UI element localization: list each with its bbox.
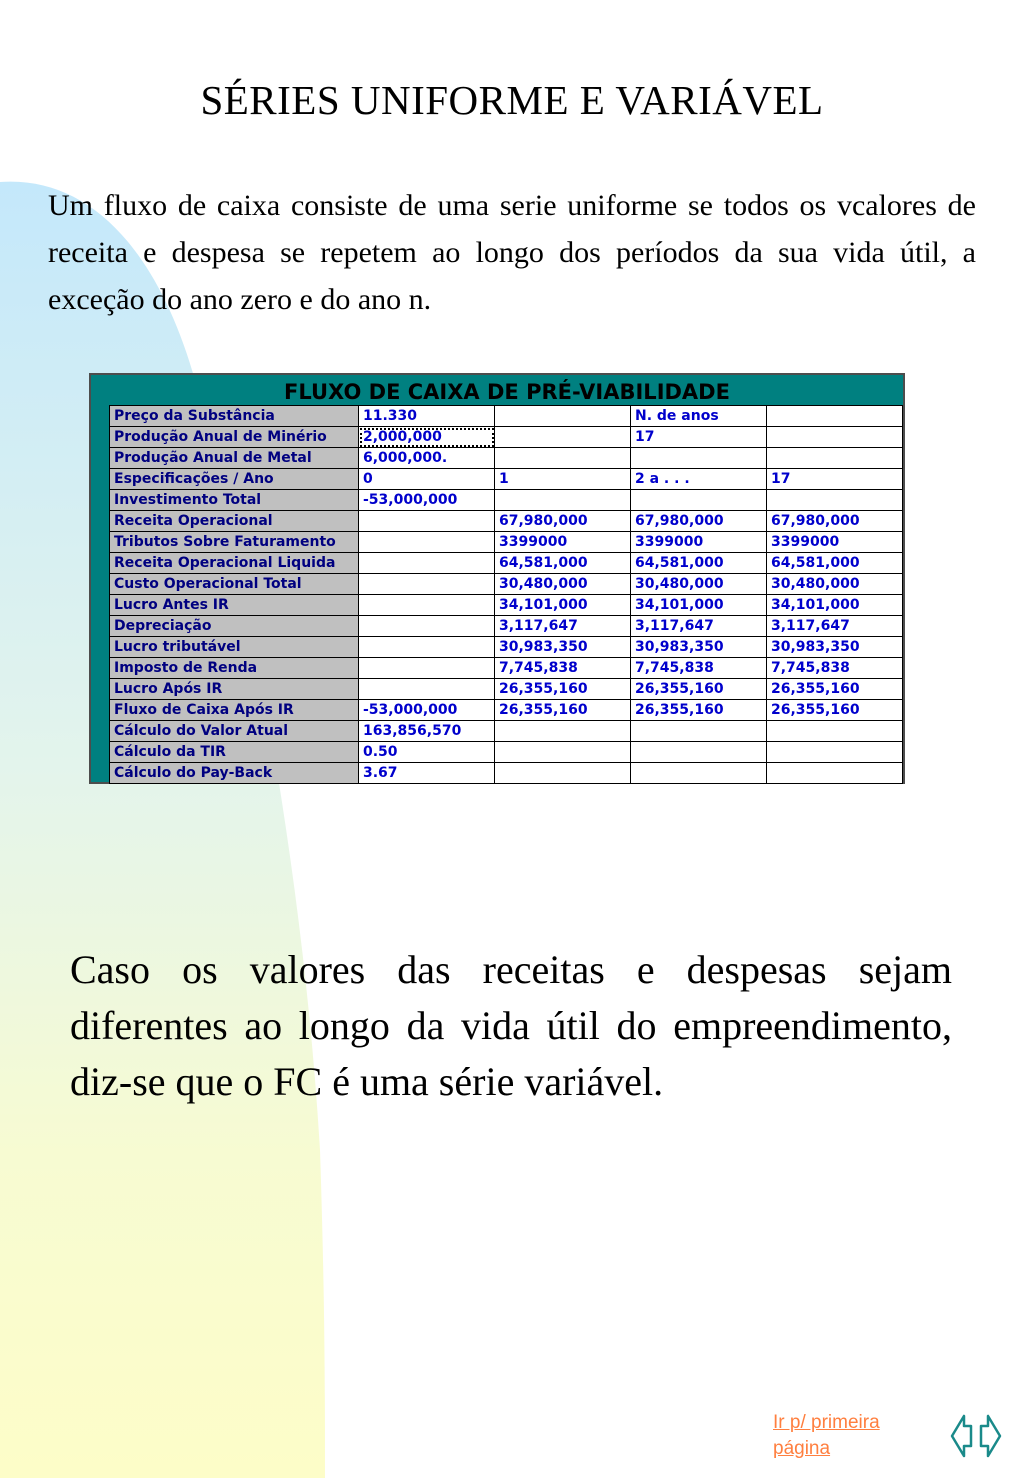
table-row [110, 721, 903, 742]
table-cell: 30,480,000 [631, 574, 767, 595]
table-cell [767, 721, 903, 742]
table-cell [631, 721, 767, 742]
row-label: Cálculo do Pay-Back [110, 763, 359, 784]
table-cell: 34,101,000 [767, 595, 903, 616]
table-cell [631, 448, 767, 469]
table-cell [495, 490, 631, 511]
table-cell: 30,983,350 [631, 637, 767, 658]
left-right-arrows-icon[interactable] [948, 1408, 1004, 1464]
table-row [110, 595, 903, 616]
row-label: Cálculo da TIR [110, 742, 359, 763]
intro-paragraph: Um fluxo de caixa consiste de uma serie uniforme se todos os vcalores de receita e despesa se repetem ao longo dos períodos da sua vida útil, a exceção do ano zero e do ano n. [48, 189, 976, 316]
table-cell: 7,745,838 [631, 658, 767, 679]
row-label: Especificações / Ano [110, 469, 359, 490]
table-cell [359, 511, 495, 532]
table-cell: 163,856,570 [359, 721, 495, 742]
table-cell: 30,480,000 [495, 574, 631, 595]
table-cell: 3,117,647 [767, 616, 903, 637]
table-row [110, 637, 903, 658]
table-row [110, 469, 903, 490]
row-label: Fluxo de Caixa Após IR [110, 700, 359, 721]
table-cell [495, 448, 631, 469]
table-cell [767, 448, 903, 469]
table-row [110, 448, 903, 469]
table-cell: 67,980,000 [767, 511, 903, 532]
table-cell: 3399000 [495, 532, 631, 553]
table-cell [767, 763, 903, 784]
table-cell: 30,983,350 [495, 637, 631, 658]
table-cell: 2,000,000 [359, 427, 495, 448]
row-label: Preço da Substância [110, 406, 359, 427]
table-cell [359, 616, 495, 637]
row-label: Cálculo do Valor Atual [110, 721, 359, 742]
page-title: SÉRIES UNIFORME E VARIÁVEL [200, 77, 824, 123]
table-cell [495, 427, 631, 448]
row-label: Depreciação [110, 616, 359, 637]
table-cell: 30,480,000 [767, 574, 903, 595]
table-row [110, 679, 903, 700]
table-row [110, 574, 903, 595]
table-cell: 3399000 [767, 532, 903, 553]
table-cell: 67,980,000 [495, 511, 631, 532]
table-cell: 64,581,000 [767, 553, 903, 574]
first-page-link[interactable]: Ir p/ primeira página [773, 1412, 880, 1459]
table-cell: 3.67 [359, 763, 495, 784]
table-row [110, 553, 903, 574]
table-cell [631, 742, 767, 763]
table-cell [359, 679, 495, 700]
row-label: Custo Operacional Total [110, 574, 359, 595]
table-cell: 64,581,000 [495, 553, 631, 574]
table-cell [359, 637, 495, 658]
table-row [110, 490, 903, 511]
table-row [110, 532, 903, 553]
table-cell: 17 [631, 427, 767, 448]
table-cell: 3,117,647 [495, 616, 631, 637]
table-row [110, 616, 903, 637]
row-label: Receita Operacional [110, 511, 359, 532]
table-cell [359, 553, 495, 574]
cash-flow-table [109, 405, 903, 784]
table-cell: 64,581,000 [631, 553, 767, 574]
table-cell: 26,355,160 [495, 700, 631, 721]
table-cell: 3,117,647 [631, 616, 767, 637]
table-cell: 6,000,000. [359, 448, 495, 469]
table-cell [767, 406, 903, 427]
table-cell [767, 742, 903, 763]
table-row [110, 700, 903, 721]
table-cell [767, 490, 903, 511]
variable-series-paragraph: Caso os valores das receitas e despesas sejam diferentes ao longo da vida útil do empreendimento, diz-se que o FC é uma série variável. [70, 947, 952, 1104]
table-cell [495, 721, 631, 742]
table-cell: 26,355,160 [767, 679, 903, 700]
table-cell: -53,000,000 [359, 700, 495, 721]
table-cell: 26,355,160 [631, 700, 767, 721]
table-cell: 11.330 [359, 406, 495, 427]
table-cell [631, 490, 767, 511]
table-cell: 3399000 [631, 532, 767, 553]
table-cell: 26,355,160 [767, 700, 903, 721]
table-cell: 0 [359, 469, 495, 490]
table-cell: N. de anos [631, 406, 767, 427]
table-cell [767, 427, 903, 448]
table-cell: 30,983,350 [767, 637, 903, 658]
row-label: Produção Anual de Metal [110, 448, 359, 469]
table-cell [359, 532, 495, 553]
table-cell [495, 763, 631, 784]
row-label: Lucro Antes IR [110, 595, 359, 616]
table-cell: 0.50 [359, 742, 495, 763]
table-cell [359, 595, 495, 616]
table-cell [359, 574, 495, 595]
table-row [110, 763, 903, 784]
table-cell: 7,745,838 [767, 658, 903, 679]
row-label: Produção Anual de Minério [110, 427, 359, 448]
table-row [110, 427, 903, 448]
table-row [110, 742, 903, 763]
row-label: Imposto de Renda [110, 658, 359, 679]
row-label: Tributos Sobre Faturamento [110, 532, 359, 553]
table-cell: -53,000,000 [359, 490, 495, 511]
table-cell: 2 a . . . [631, 469, 767, 490]
table-cell [631, 763, 767, 784]
table-cell: 34,101,000 [495, 595, 631, 616]
table-cell: 7,745,838 [495, 658, 631, 679]
table-cell: 26,355,160 [631, 679, 767, 700]
spreadsheet-title: FLUXO DE CAIXA DE PRÉ-VIABILIDADE [284, 380, 730, 404]
row-label: Lucro Após IR [110, 679, 359, 700]
table-cell: 34,101,000 [631, 595, 767, 616]
spreadsheet-image [89, 373, 905, 784]
table-cell: 26,355,160 [495, 679, 631, 700]
row-label: Investimento Total [110, 490, 359, 511]
table-cell: 1 [495, 469, 631, 490]
table-cell [495, 742, 631, 763]
table-cell: 67,980,000 [631, 511, 767, 532]
table-cell [495, 406, 631, 427]
row-label: Receita Operacional Liquida [110, 553, 359, 574]
table-row [110, 658, 903, 679]
table-row [110, 511, 903, 532]
row-label: Lucro tributável [110, 637, 359, 658]
table-cell [359, 658, 495, 679]
table-row [110, 406, 903, 427]
table-cell: 17 [767, 469, 903, 490]
